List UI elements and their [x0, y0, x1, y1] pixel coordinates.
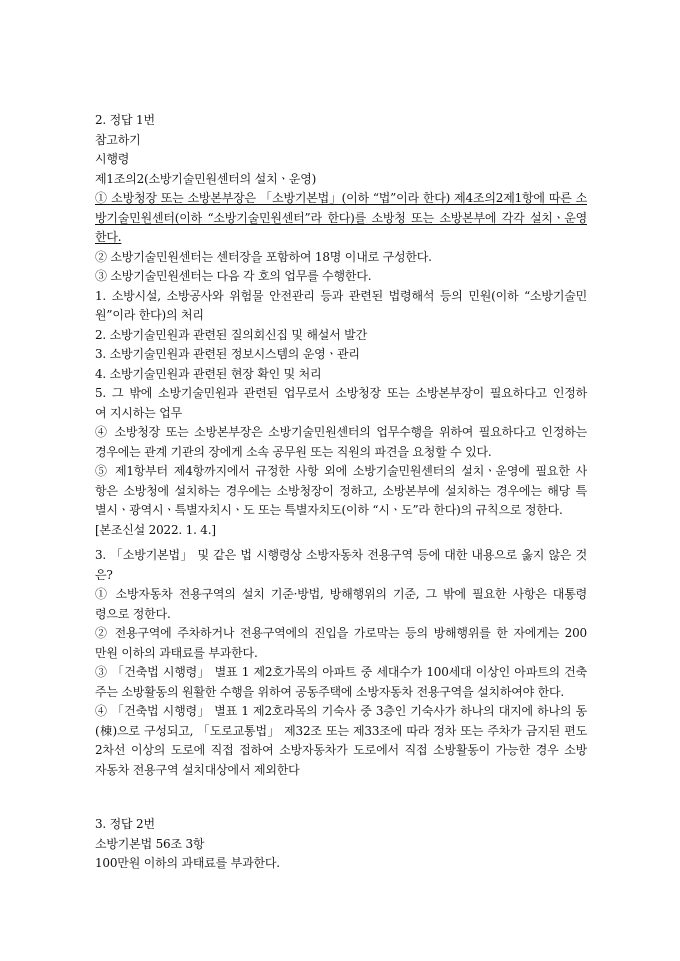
- option-4-line-3: 2차선 이상의 도로에 직접 접하여 소방자동차가 도로에서 직접 소방활동이 가능한 경우 소방: [95, 743, 587, 757]
- answer-2-section: [95, 111, 587, 540]
- paragraph-5-line-3: 별시ㆍ광역시ㆍ특별자치시ㆍ도 또는 특별자치도(이하 “시ㆍ도”라 한다)의 규칙으로 정한다.: [95, 503, 563, 517]
- answer-explanation: 100만원 이하의 과태료를 부과한다.: [95, 856, 280, 870]
- item-1-line-2: 원”이라 한다)의 처리: [95, 308, 204, 322]
- question-line-1: 3. 「소방기본법」 및 같은 법 시행령상 소방자동차 전용구역 등에 대한 내용으로 옳지 않은 것: [95, 548, 587, 562]
- option-1-line-1: ① 소방자동차 전용구역의 설치 기준·방법, 방해행위의 기준, 그 밖에 필요한 사항은 대통령: [95, 587, 587, 601]
- law-reference: 소방기본법 56조 3항: [95, 836, 205, 851]
- option-3-line-2: 주는 소방활동의 원활한 수행을 위하여 공동주택에 소방자동차 전용구역을 설치하여야 한다.: [95, 684, 565, 699]
- paragraph-4-line-1: ④ 소방청장 또는 소방본부장은 소방기술민원센터의 업무수행을 위하여 필요하다고 인정하는: [95, 425, 587, 439]
- item-4: 4. 소방기술민원과 관련된 현장 확인 및 처리: [95, 366, 322, 381]
- paragraph-2: ② 소방기술민원센터는 센터장을 포함하여 18명 이내로 구성한다.: [95, 249, 432, 264]
- item-5-line-2: 여 지시하는 업무: [95, 405, 182, 420]
- paragraph-5-line-2: 항은 소방청에 설치하는 경우에는 소방청장이 정하고, 소방본부에 설치하는 경우에는 해당 특: [95, 483, 587, 498]
- paragraph-1-line-2: 방기술민원센터(이하 “소방기술민원센터”라 한다)를 소방청 또는 소방본부에 각각 설치ㆍ운영: [95, 210, 587, 225]
- answer-3-section: [95, 815, 587, 874]
- option-4-line-1: ④ 「건축법 시행령」 별표 1 제2호라목의 기숙사 중 3층인 기숙사가 하나의 대지에 하나의 동: [95, 704, 587, 718]
- item-2: 2. 소방기술민원과 관련된 질의회신집 및 해설서 발간: [95, 327, 367, 342]
- option-3-line-1: ③ 「건축법 시행령」 별표 1 제2호가목의 아파트 중 세대수가 100세대 이상인 아파트의 건축: [95, 665, 587, 679]
- article-title: 제1조의2(소방기술민원센터의 설치ㆍ운영): [95, 171, 317, 186]
- amendment-note: [본조신설 2022. 1. 4.]: [95, 522, 216, 537]
- paragraph-4-line-2: 경우에는 관계 기관의 장에게 소속 공무원 또는 직원의 파견을 요청할 수 있다.: [95, 444, 492, 459]
- paragraph-5-line-1: ⑤ 제1항부터 제4항까지에서 규정한 사항 외에 소방기술민원센터의 설치ㆍ운영에 필요한 사: [95, 464, 587, 478]
- reference-label: 참고하기: [95, 132, 141, 147]
- item-5-line-1: 5. 그 밖에 소방기술민원과 관련된 업무로서 소방청장 또는 소방본부장이 필요하다고 인정하: [95, 386, 587, 400]
- paragraph-1-line-1: ① 소방청장 또는 소방본부장은 「소방기본법」(이하 “법”이라 한다) 제4조의2제1항에 따른 소: [95, 191, 587, 205]
- question-line-2: 은?: [95, 567, 113, 582]
- option-2-line-2: 만원 이하의 과태료를 부과한다.: [95, 645, 258, 660]
- option-2-line-1: ② 전용구역에 주차하거나 전용구역에의 진입을 가로막는 등의 방해행위를 한 자에게는 200: [95, 626, 587, 640]
- option-4-line-2: (棟)으로 구성되고, 「도로교통법」 제32조 또는 제33조에 따라 정차 또는 주차가 금지된 편도: [95, 723, 587, 738]
- law-type: 시행령: [95, 152, 130, 166]
- item-3: 3. 소방기술민원과 관련된 정보시스템의 운영ㆍ관리: [95, 347, 360, 361]
- item-1-line-1: 1. 소방시설, 소방공사와 위험물 안전관리 등과 관련된 법령해석 등의 민원(이하 “소방기술민: [95, 288, 587, 303]
- paragraph-1-line-3: 한다.: [95, 230, 122, 244]
- answer-heading: 3. 정답 2번: [95, 817, 155, 831]
- question-3-section: [95, 546, 587, 780]
- option-1-line-2: 령으로 정한다.: [95, 606, 171, 621]
- paragraph-3: ③ 소방기술민원센터는 다음 각 호의 업무를 수행한다.: [95, 269, 372, 283]
- option-4-line-4: 자동차 전용구역 설치대상에서 제외한다: [95, 762, 300, 777]
- answer-heading: 2. 정답 1번: [95, 113, 155, 127]
